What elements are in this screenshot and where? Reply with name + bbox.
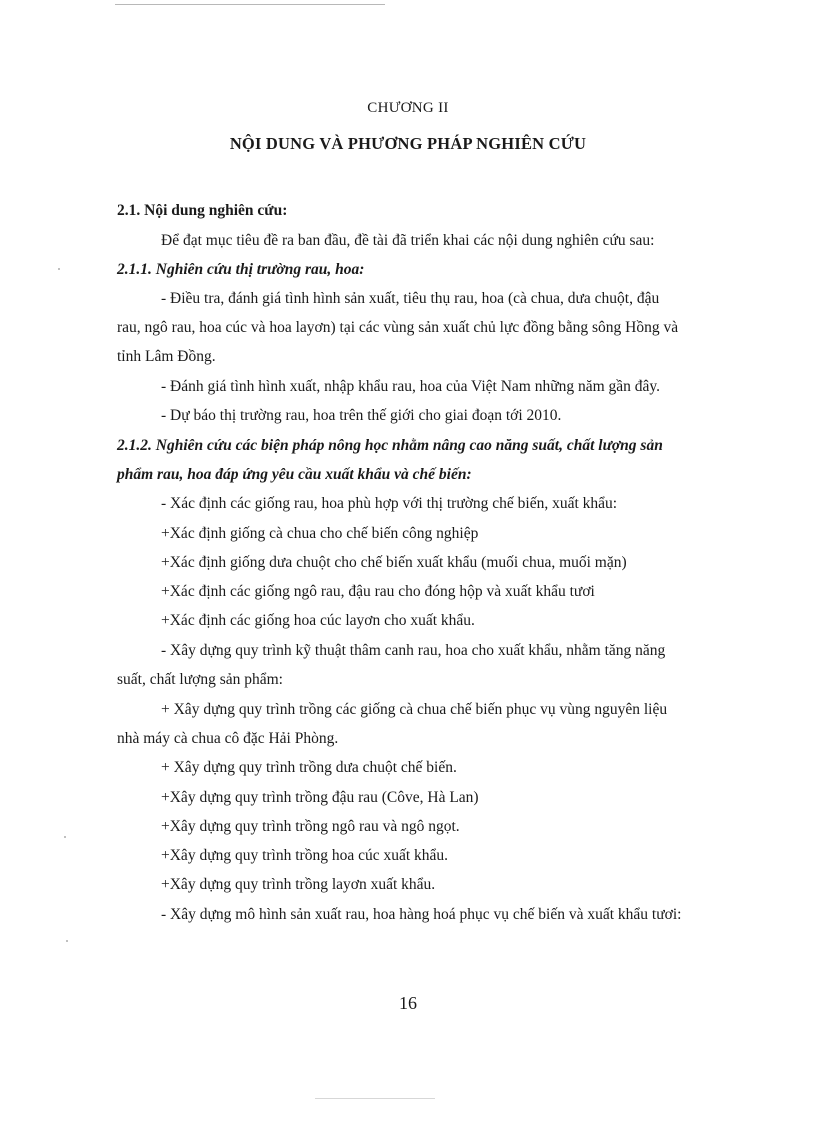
list-item: +Xây dựng quy trình trồng ngô rau và ngô ngọt. bbox=[161, 818, 460, 835]
scan-artifact-bottom bbox=[315, 1098, 435, 1099]
scan-artifact-top bbox=[115, 4, 385, 5]
scan-artifact-dot bbox=[64, 836, 66, 838]
list-item: +Xác định các giống hoa cúc layơn cho xuất khẩu. bbox=[161, 612, 475, 629]
list-item: +Xác định giống cà chua cho chế biến công nghiệp bbox=[161, 525, 479, 542]
paragraph-line: - Xây dựng quy trình kỹ thuật thâm canh rau, hoa cho xuất khẩu, nhằm tăng năng bbox=[161, 642, 666, 659]
page-number: 16 bbox=[399, 993, 417, 1013]
chapter-title: NỘI DUNG VÀ PHƯƠNG PHÁP NGHIÊN CỨU bbox=[229, 134, 587, 153]
section-heading-2-1-1: 2.1.1. Nghiên cứu thị trường rau, hoa: bbox=[117, 261, 365, 278]
list-item: +Xác định các giống ngô rau, đậu rau cho đóng hộp và xuất khẩu tươi bbox=[161, 583, 595, 600]
paragraph-line: - Đánh giá tình hình xuất, nhập khẩu rau, hoa của Việt Nam những năm gần đây. bbox=[161, 378, 661, 395]
paragraph-line: tỉnh Lâm Đồng. bbox=[117, 348, 216, 365]
list-item: + Xây dựng quy trình trồng các giống cà chua chế biến phục vụ vùng nguyên liệu bbox=[161, 701, 668, 718]
paragraph-line: - Xây dựng mô hình sản xuất rau, hoa hàng hoá phục vụ chế biến và xuất khẩu tươi: bbox=[161, 906, 682, 923]
intro-paragraph: Để đạt mục tiêu đề ra ban đầu, đề tài đã triển khai các nội dung nghiên cứu sau: bbox=[161, 232, 655, 249]
paragraph-line: suất, chất lượng sản phẩm: bbox=[117, 671, 283, 688]
section-heading-2-1-2: 2.1.2. Nghiên cứu các biện pháp nông học nhằm nâng cao năng suất, chất lượng sản bbox=[117, 437, 663, 454]
paragraph-line: - Dự báo thị trường rau, hoa trên thế giới cho giai đoạn tới 2010. bbox=[161, 407, 562, 424]
list-item: nhà máy cà chua cô đặc Hải Phòng. bbox=[117, 730, 339, 747]
paragraph-line: - Xác định các giống rau, hoa phù hợp với thị trường chế biến, xuất khẩu: bbox=[161, 495, 618, 512]
section-heading-2-1-2-cont: phẩm rau, hoa đáp ứng yêu cầu xuất khẩu và chế biến: bbox=[117, 466, 472, 483]
list-item: + Xây dựng quy trình trồng dưa chuột chế biến. bbox=[161, 759, 457, 776]
list-item: +Xây dựng quy trình trồng hoa cúc xuất khẩu. bbox=[161, 847, 449, 864]
list-item: +Xác định giống dưa chuột cho chế biến xuất khẩu (muối chua, muối mặn) bbox=[161, 554, 627, 571]
list-item: +Xây dựng quy trình trồng đậu rau (Côve, Hà Lan) bbox=[161, 789, 479, 806]
section-heading-2-1: 2.1. Nội dung nghiên cứu: bbox=[117, 202, 288, 219]
scan-artifact-dot bbox=[58, 268, 60, 270]
scan-artifact-dot bbox=[66, 940, 68, 942]
list-item: +Xây dựng quy trình trồng layơn xuất khẩu. bbox=[161, 876, 436, 893]
chapter-label: CHƯƠNG II bbox=[367, 100, 449, 116]
paragraph-line: - Điều tra, đánh giá tình hình sản xuất, tiêu thụ rau, hoa (cà chua, dưa chuột, đậu bbox=[161, 290, 660, 307]
paragraph-line: rau, ngô rau, hoa cúc và hoa layơn) tại các vùng sản xuất chủ lực đồng bằng sông Hồng và bbox=[117, 319, 679, 336]
